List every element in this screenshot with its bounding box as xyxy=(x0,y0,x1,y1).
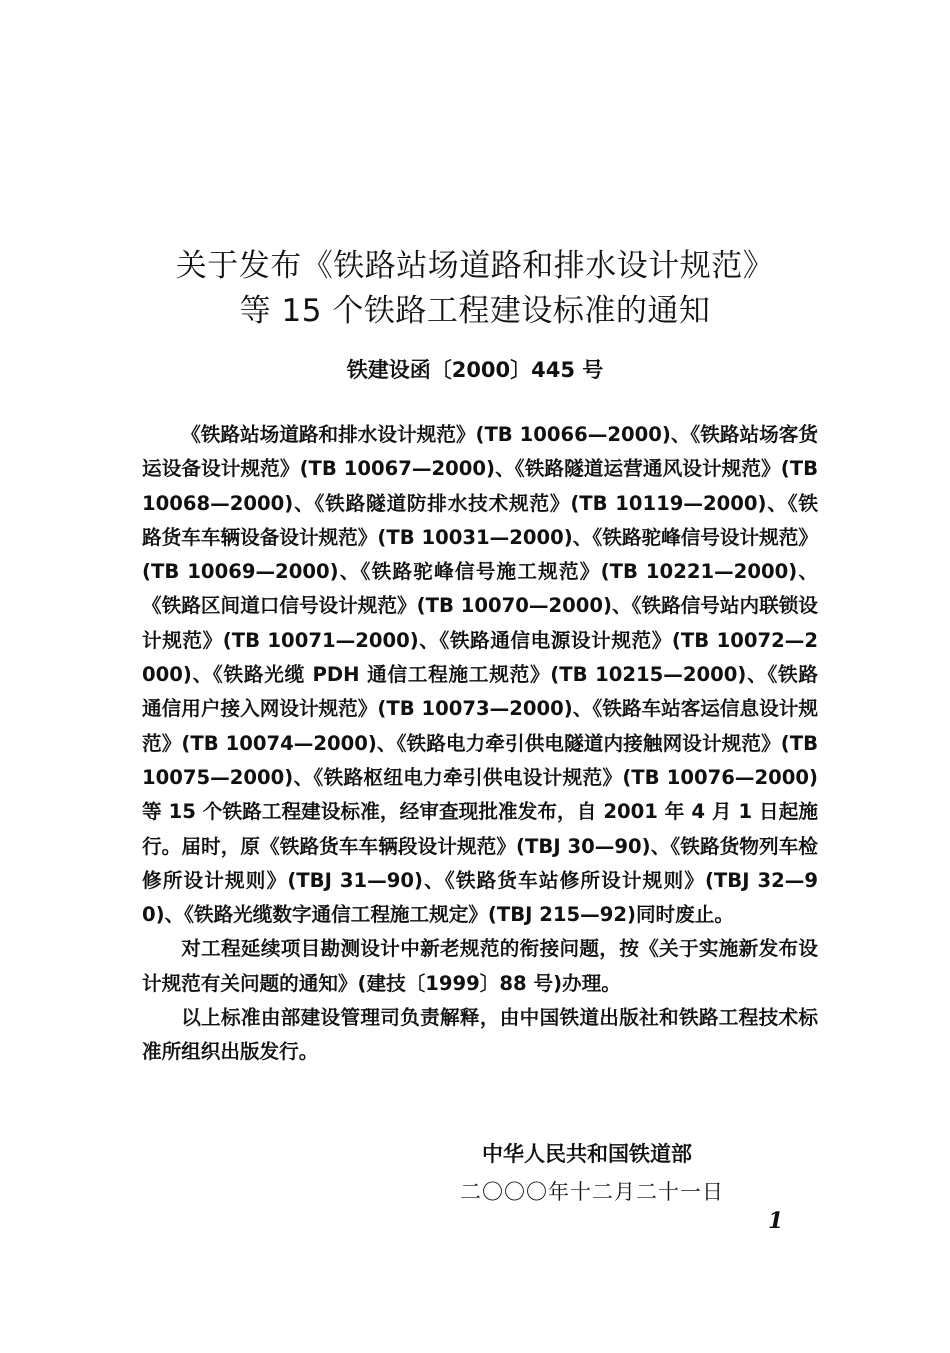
document-number: 铁建设函〔2000〕445 号 xyxy=(346,358,604,382)
page-number: 1 xyxy=(768,1208,784,1234)
issuing-authority: 中华人民共和国铁道部 xyxy=(482,1142,692,1166)
notice-body xyxy=(142,418,818,1070)
body-paragraph-interpretation: 以上标准由部建设管理司负责解释，由中国铁道出版社和铁路工程技术标准所组织出版发行。 xyxy=(142,1006,818,1064)
notice-title-line-1: 关于发布《铁路站场道路和排水设计规范》 xyxy=(175,248,775,284)
notice-title-line-2: 等 15 个铁路工程建设标准的通知 xyxy=(239,293,711,329)
issue-date: 二〇〇〇年十二月二十一日 xyxy=(460,1180,724,1204)
body-paragraph-standards: 《铁路站场道路和排水设计规范》(TB 10066—2000)、《铁路站场客货运设备设计规范》(TB 10067—2000)、《铁路隧道运营通风设计规范》(TB 10068—2000)、《铁路隧道防排水技术规范》(TB 10119—2000)、《铁路货车车辆设备设计规范》(TB 10031—2000)、《铁路驼峰信号设计规范》(TB 10069—2000)、《铁路驼峰信号施工规范》(TB 10221—2000)、《铁路区间道口信号设计规范》(TB 10070—2000)、《铁路信号站内联锁设计规范》(TB 10071—2000)、《铁路通信电源设计规范》(TB 10072—2000)、《铁路光缆 PDH 通信工程施工规范》(TB 10215—2000)、《铁路通信用户接入网设计规范》(TB 10073—2000)、《铁路车站客运信息设计规范》(TB 10074—2000)、《铁路电力牵引供电隧道内接触网设计规范》(TB 10075—2000)、《铁路枢纽电力牵引供电设计规范》(TB 10076—2000)等 15 个铁路工程建设标准，经审查现批准发布，自 2001 年 4 月 1 日起施行。届时，原《铁路货车车辆段设计规范》(TBJ 30—90)、《铁路货物列车检修所设计规则》(TBJ 31—90)、《铁路货车站修所设计规则》(TBJ 32—90)、《铁路光缆数字通信工程施工规定》(TBJ 215—92)同时废止。 xyxy=(142,423,818,927)
body-paragraph-transition: 对工程延续项目勘测设计中新老规范的衔接问题，按《关于实施新发布设计规范有关问题的通知》(建技〔1999〕88 号)办理。 xyxy=(142,937,818,995)
